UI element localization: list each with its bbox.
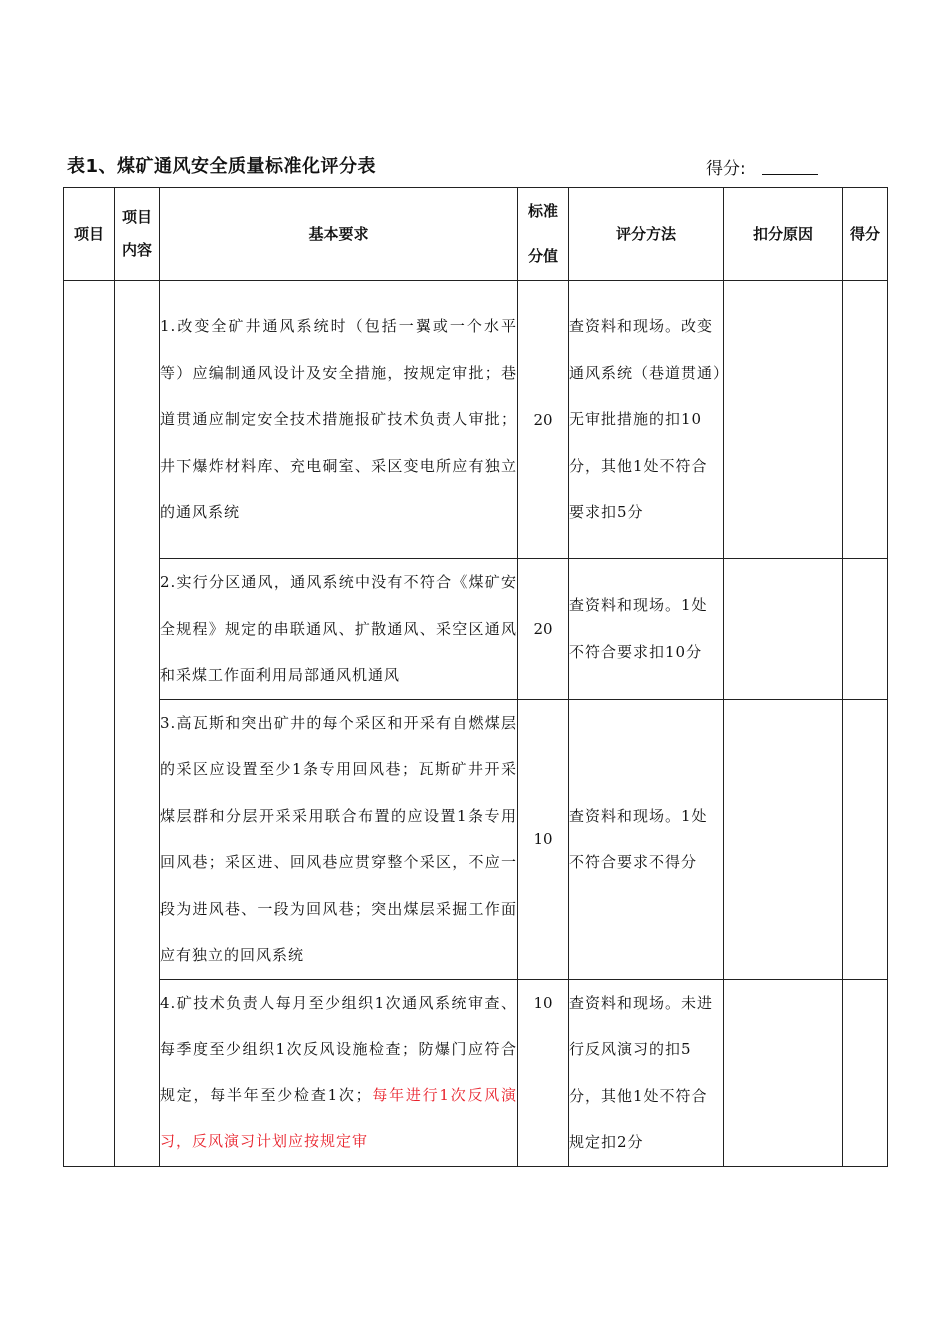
- header-standard-line1: 标准: [527, 202, 558, 220]
- requirement-highlight-text: 每年进行1次反风演习，反风演习计划应按规定审: [160, 1085, 518, 1150]
- table-row: [64, 559, 888, 700]
- score-cell[interactable]: [843, 699, 888, 979]
- page-title: 表1、煤矿通风安全质量标准化评分表: [67, 156, 377, 177]
- header-score: 得分: [843, 188, 888, 281]
- reason-cell[interactable]: [724, 699, 843, 979]
- points-cell: 20: [518, 559, 569, 700]
- header-reason: 扣分原因: [724, 188, 843, 281]
- method-cell: 查资料和现场。改变通风系统（巷道贯通）无审批措施的扣10分，其他1处不符合要求扣5分: [569, 281, 724, 559]
- header-standard: [518, 188, 569, 281]
- score-cell[interactable]: [843, 281, 888, 559]
- points-cell: 10: [518, 979, 569, 1166]
- item-cell: [64, 281, 115, 1167]
- table-row: [64, 281, 888, 559]
- header-method: 评分方法: [569, 188, 724, 281]
- scoring-table: [63, 187, 888, 1167]
- reason-cell[interactable]: [724, 281, 843, 559]
- header-item: 项目: [64, 188, 115, 281]
- requirement-cell: [160, 979, 518, 1166]
- score-cell[interactable]: [843, 559, 888, 700]
- score-label: 得分:: [706, 159, 746, 179]
- method-cell: 查资料和现场。1处不符合要求扣10分: [569, 559, 724, 700]
- header-content-line1: 项目: [121, 208, 152, 226]
- header-content-line2: 内容: [121, 241, 152, 259]
- requirement-cell: 3.高瓦斯和突出矿井的每个采区和开采有自燃煤层的采区应设置至少1条专用回风巷；瓦斯矿井开采煤层群和分层开采采用联合布置的应设置1条专用回风巷；采区进、回风巷应贯穿整个采区，不应一段为进风巷、一段为回风巷；突出煤层采掘工作面应有独立的回风系统: [160, 699, 518, 979]
- content-cell: [115, 281, 160, 1167]
- requirement-cell: 2.实行分区通风，通风系统中没有不符合《煤矿安全规程》规定的串联通风、扩散通风、采空区通风和采煤工作面利用局部通风机通风: [160, 559, 518, 700]
- table-row: [64, 699, 888, 979]
- requirement-cell: 1.改变全矿井通风系统时（包括一翼或一个水平等）应编制通风设计及安全措施，按规定审批；巷道贯通应制定安全技术措施报矿技术负责人审批；井下爆炸材料库、充电硐室、采区变电所应有独立的通风系统: [160, 281, 518, 559]
- score-blank-line: [762, 174, 818, 175]
- header-content: [115, 188, 160, 281]
- method-cell: 查资料和现场。未进行反风演习的扣5分，其他1处不符合规定扣2分: [569, 979, 724, 1166]
- method-cell: 查资料和现场。1处不符合要求不得分: [569, 699, 724, 979]
- header-standard-line2: 分值: [527, 247, 558, 265]
- reason-cell[interactable]: [724, 559, 843, 700]
- header-requirement: 基本要求: [160, 188, 518, 281]
- reason-cell[interactable]: [724, 979, 843, 1166]
- requirement-text: 4.矿技术负责人每月至少组织1次通风系统审查、每季度至少组织1次反风设施检查；防爆门应符合规定，每半年至少检查1次；: [160, 993, 517, 1104]
- points-cell: 10: [518, 699, 569, 979]
- table-row: [64, 979, 888, 1166]
- score-cell[interactable]: [843, 979, 888, 1166]
- points-cell: 20: [518, 281, 569, 559]
- header-row: [64, 188, 888, 281]
